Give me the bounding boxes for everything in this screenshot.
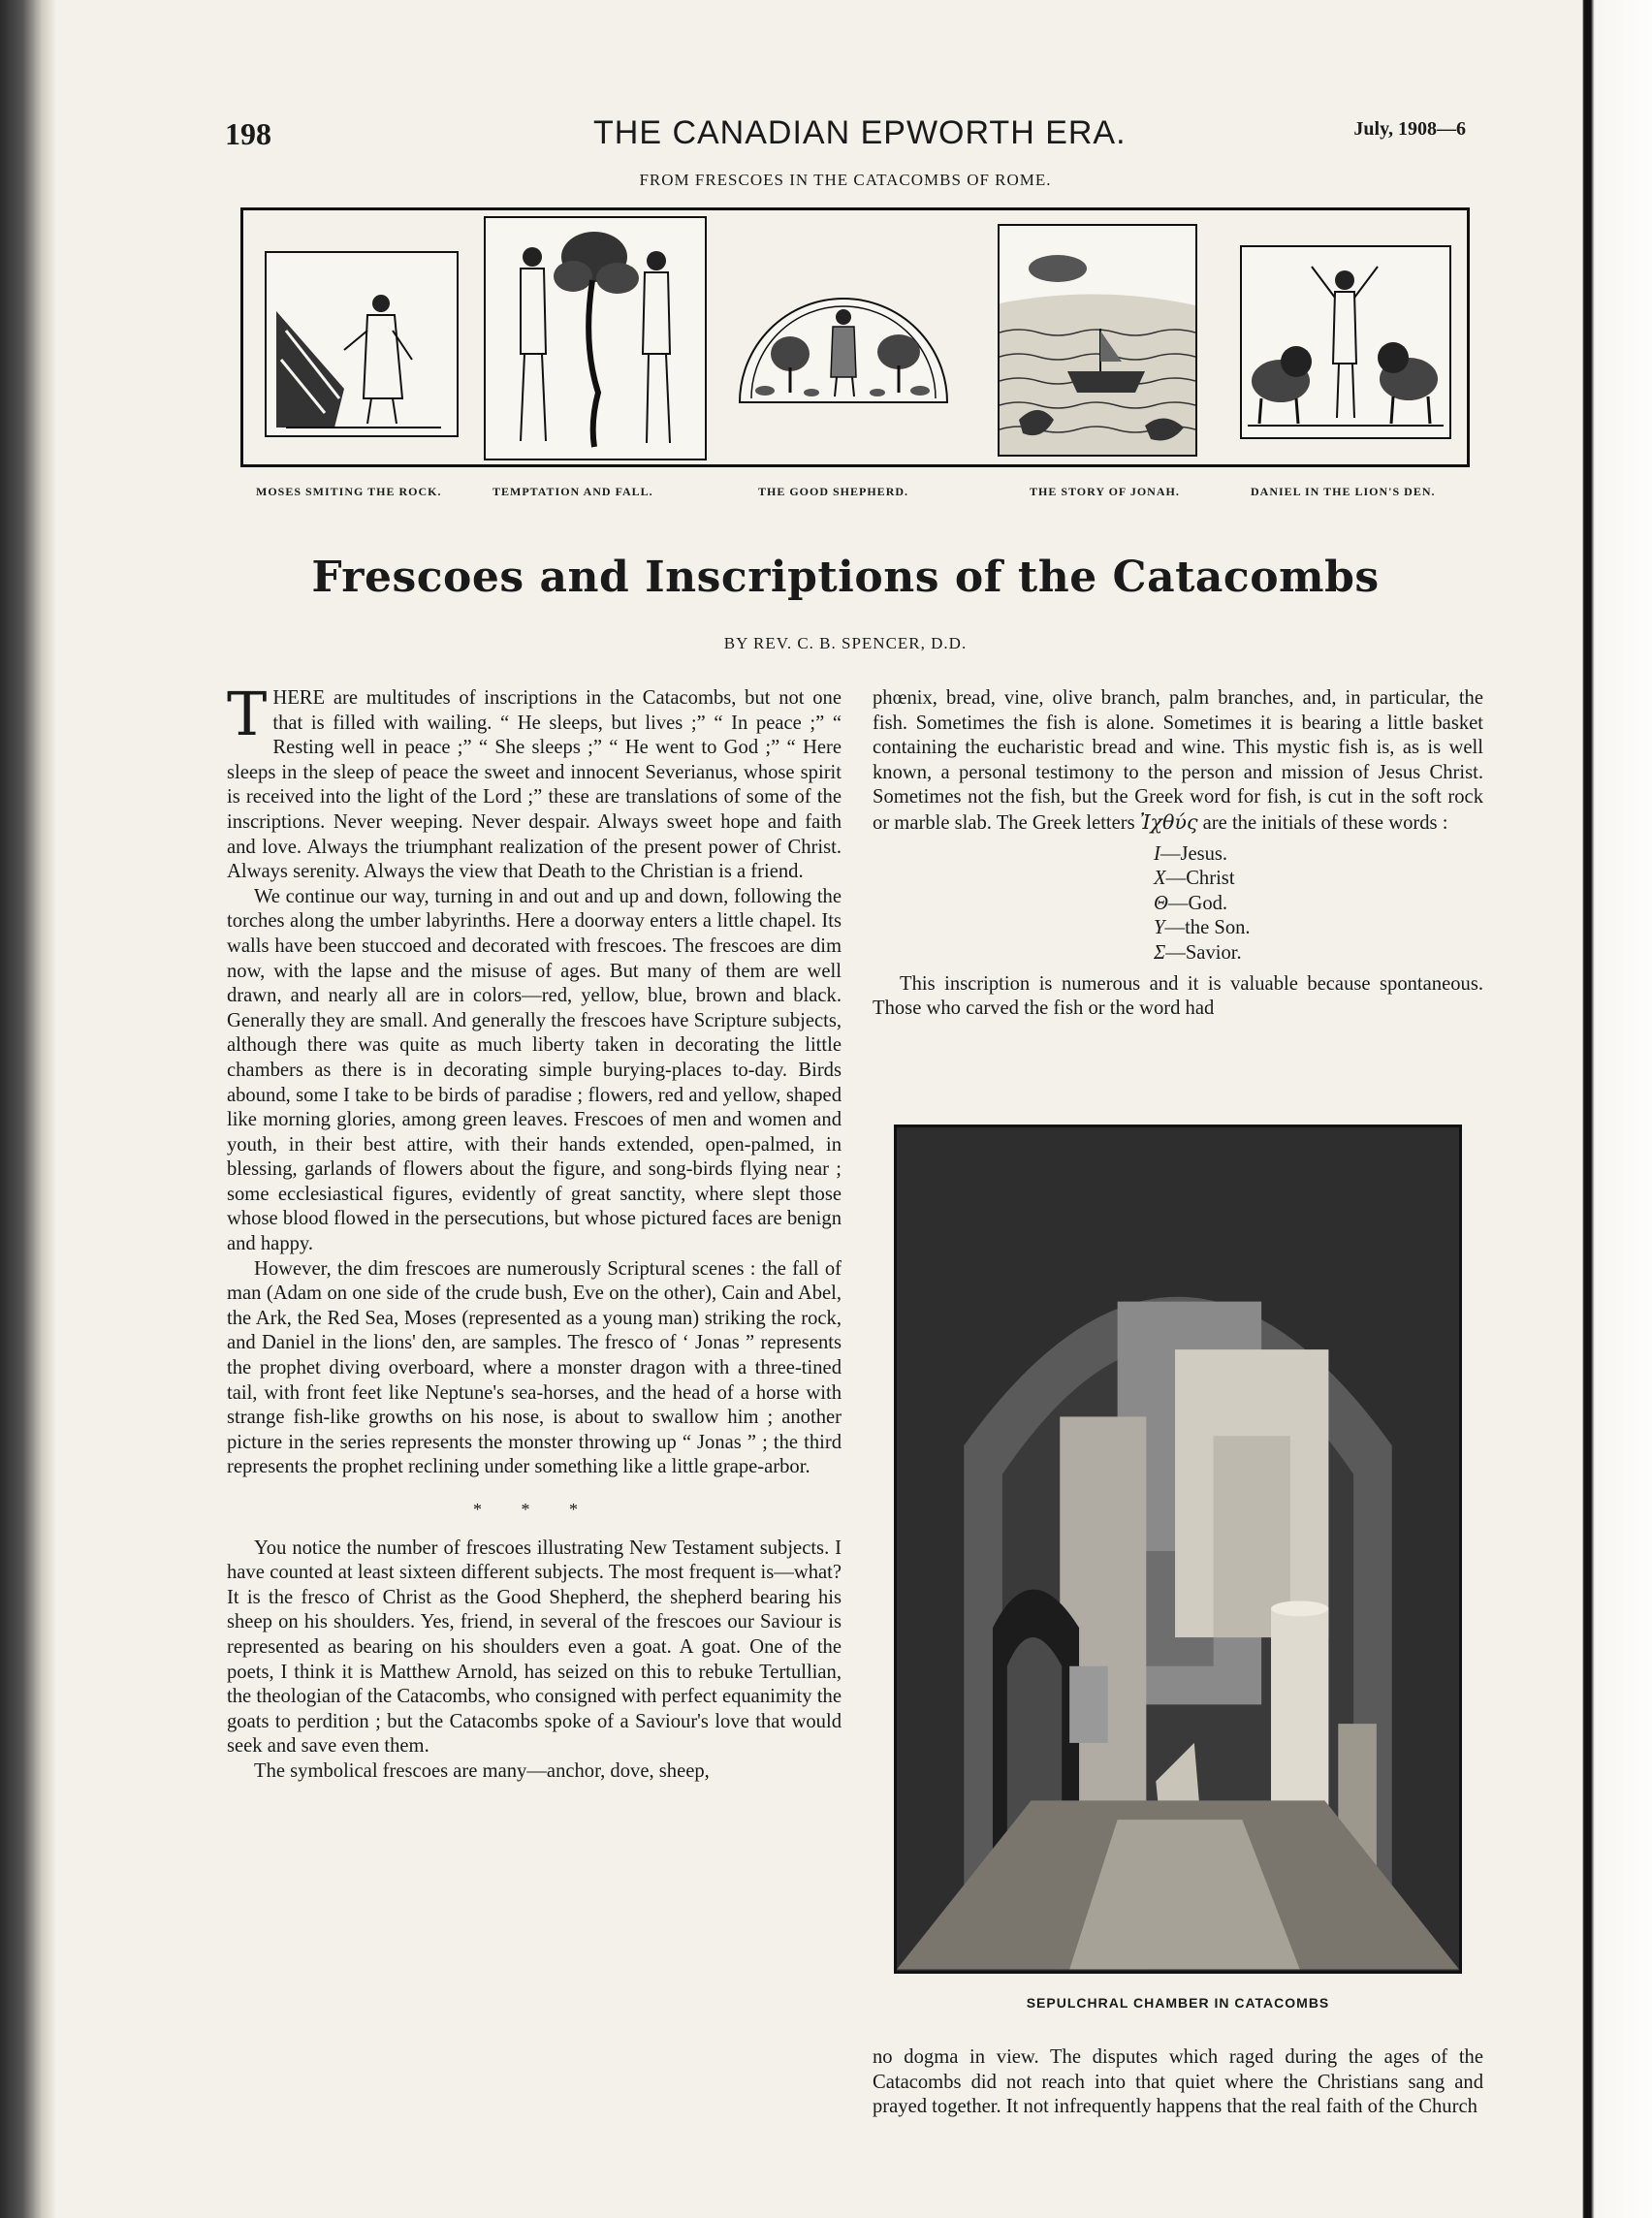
fresco-daniel-illustration [1240, 245, 1451, 439]
frieze-captions [252, 485, 1493, 506]
drop-cap: T [227, 679, 268, 749]
ichthys-initials-list [1154, 842, 1483, 966]
page-number: 198 [225, 116, 271, 151]
fresco-temptation-illustration [484, 216, 707, 460]
caption-jonah: THE STORY OF JONAH. [1030, 485, 1180, 498]
fresco-jonah-illustration [998, 224, 1197, 457]
paragraph: We continue our way, turning in and out and up and down, following the torches along the umber labyrinths. Here a doorway enters a little chapel. Its walls have been stuccoed and decorated with frescoes. The frescoes are dim now, with the lapse and the misuse of ages. But many of them are well drawn, and nearly all are in colors—red, yellow, blue, brown and black. Generally they are small. And generally the frescoes have Scripture subjects, although there was quite as much liberty taken in decorating the little chambers as there is in decorating simple burying-places to-day. Birds abound, some I take to be birds of paradise ; flowers, red and yellow, shaped like morning glories, among green leaves. Frescoes of men and women and youth, in their best attire, with their hands extended, open-palmed, in blessing, garlands of flowers about the figure, and song-birds flying near ; some ecclesiastical figures, evidently of great sanctity, where slept those whose blood flowed in the persecutions, but whose pictured faces are benign and happy. [227, 885, 842, 1255]
paragraph: You notice the number of frescoes illustrating New Testament subjects. I have counted at least sixteen different subjects. The most frequent is—what? It is the fresco of Christ as the Good Shepherd, the shepherd bearing his sheep on his shoulders. Yes, friend, in several of the frescoes our Saviour is represented as bearing on his shoulders even a goat. A goat. One of the poets, I think it is Matthew Arnold, has seized on this to rebuke Tertullian, the theologian of the Catacombs, who consigned with perfect equanimity the goats to perdition ; but the Catacombs spoke of a Saviour's love that would seek and save even them. [227, 1537, 842, 1758]
initial-row: X—Christ [1154, 868, 1235, 890]
initial-row: Σ—Savior. [1154, 941, 1242, 964]
journal-title: THE CANADIAN EPWORTH ERA. [593, 114, 1127, 151]
paragraph: no dogma in view. The disputes which raged during the ages of the Catacombs did not reach into that quiet where the Christians sang and prayed together. It not infrequently happens that the real faith of the Church [873, 2046, 1483, 2118]
issue-date: July, 1908—6 [1353, 118, 1466, 140]
caption-daniel: DANIEL IN THE LION'S DEN. [1251, 485, 1436, 498]
page-header [225, 109, 1466, 157]
initial-row: Θ—God. [1154, 892, 1228, 914]
article-byline: BY REV. C. B. SPENCER, D.D. [723, 634, 968, 652]
paragraph: The symbolical frescoes are many—anchor, dove, sheep, [254, 1759, 710, 1782]
paragraph: However, the dim frescoes are numerously Scriptural scenes : the fall of man (Adam on one side of the crude bush, Eve on the other), Cain and Abel, the Ark, the Red Sea, Moses (represented as a young man) striking the rock, and Daniel in the lions' den, are samples. The fresco of ‘ Jonas ” represents the prophet diving overboard, where a monster dragon with a three-tined tail, with front feet like Neptune's sea-horses, and the head of a horse with strange fish-like growths on his nose, is about to swallow him ; another picture in the series represents the monster throwing up “ Jonas ” ; the third represents the prophet reclining under something like a little grape-arbor. [227, 1257, 842, 1478]
greek-word: Ἰχθύς [1139, 809, 1198, 834]
paragraph: phœnix, bread, vine, olive branch, palm branches, and, in particular, the fish. Sometimes the fish is alone. Sometimes it is bearing a little basket containing the eucharistic bread and wine. This mystic fish is, as is well known, a personal testimony to the person and mission of Jesus Christ. Sometimes not the fish, but the Greek word for fish, is cut in the soft rock or marble slab. The Greek letters Ἰχθύς are the initials of these words : [873, 687, 1483, 834]
catacomb-chamber-illustration [894, 1125, 1462, 1974]
book-binding-shadow [0, 0, 56, 2218]
fresco-frieze [240, 207, 1470, 467]
page-edge [1565, 0, 1652, 2218]
left-column [227, 679, 842, 1785]
caption-good-shepherd: THE GOOD SHEPHERD. [758, 485, 909, 498]
right-column-top [873, 686, 1483, 1022]
right-column-bottom [873, 2045, 1483, 2120]
paragraph: This inscription is numerous and it is valuable because spontaneous. Those who carved the fish or the word had [873, 972, 1483, 1020]
frieze-title: FROM FRESCOES IN THE CATACOMBS OF ROME. [639, 171, 1052, 189]
initial-row: Y—the Son. [1154, 917, 1251, 939]
fresco-good-shepherd-illustration [736, 284, 951, 406]
initial-row: I—Jesus. [1154, 842, 1228, 865]
paragraph: THERE are multitudes of inscriptions in the Catacombs, but not one that is filled with wailing. “ He sleeps, but lives ;” “ In peace ;” “ Resting well in peace ;” “ She sleeps ;” “ He went to God ;” “ Here sleeps in the sleep of peace the sweet and innocent Severianus, whose spirit is received into the light of the Lord ;” these are translations of some of the inscriptions. Never weeping. Never despair. Always sweet hope and faith and love. Always the triumphant realization of the present power of Christ. Always serenity. Always the view that Death to the Christian is a friend. [227, 679, 842, 883]
caption-moses: MOSES SMITING THE ROCK. [256, 485, 442, 498]
caption-temptation: TEMPTATION AND FALL. [492, 485, 653, 498]
photo-caption: SEPULCHRAL CHAMBER IN CATACOMBS [1026, 1995, 1330, 2011]
article-title: Frescoes and Inscriptions of the Catacombs [311, 553, 1380, 602]
section-break-stars: * * * [473, 1500, 595, 1519]
fresco-moses-illustration [265, 251, 459, 437]
